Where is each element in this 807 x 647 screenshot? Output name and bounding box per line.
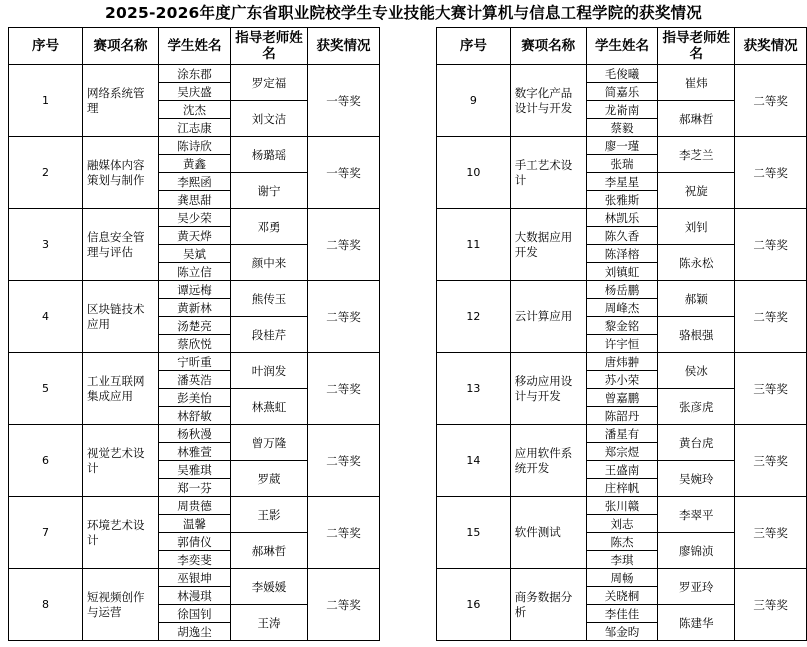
- row-number: 9: [437, 65, 511, 137]
- row-number: 14: [437, 425, 511, 497]
- award-result: 二等奖: [308, 425, 380, 497]
- student-name: 关晓桐: [586, 587, 658, 605]
- row-number: 3: [9, 209, 83, 281]
- student-name: 龚思甜: [159, 191, 231, 209]
- table-row: [9, 65, 380, 83]
- row-number: 6: [9, 425, 83, 497]
- teacher-name: 李媛媛: [231, 569, 308, 605]
- student-name: 徐国钊: [159, 605, 231, 623]
- student-name: 李佳佳: [586, 605, 658, 623]
- teacher-name: 林燕虹: [231, 389, 308, 425]
- header-no: 序号: [437, 28, 511, 65]
- student-name: 张川赣: [586, 497, 658, 515]
- student-name: 张瑞: [586, 155, 658, 173]
- table-row: [9, 209, 380, 227]
- table-row: [437, 281, 807, 299]
- project-name: 应用软件系统开发: [510, 425, 586, 497]
- student-name: 黄天烨: [159, 227, 231, 245]
- student-name: 巫银坤: [159, 569, 231, 587]
- project-name: 信息安全管理与评估: [83, 209, 159, 281]
- award-result: 一等奖: [308, 65, 380, 137]
- teacher-name: 谢宁: [231, 173, 308, 209]
- student-name: 周峰杰: [586, 299, 658, 317]
- teacher-name: 邓勇: [231, 209, 308, 245]
- award-result: 二等奖: [735, 281, 807, 353]
- award-result: 二等奖: [308, 281, 380, 353]
- student-name: 陈立信: [159, 263, 231, 281]
- student-name: 李星星: [586, 173, 658, 191]
- project-name: 网络系统管理: [83, 65, 159, 137]
- award-result: 二等奖: [735, 209, 807, 281]
- table-row: [437, 497, 807, 515]
- header-award: 获奖情况: [735, 28, 807, 65]
- student-name: 郑一芬: [159, 479, 231, 497]
- teacher-name: 祝旋: [658, 173, 735, 209]
- table-row: [9, 425, 380, 443]
- page-title: 2025-2026年度广东省职业院校学生专业技能大赛计算机与信息工程学院的获奖情况: [105, 4, 702, 22]
- student-name: 陈久香: [586, 227, 658, 245]
- student-name: 许宇恒: [586, 335, 658, 353]
- student-name: 郑宗煜: [586, 443, 658, 461]
- student-name: 李熙函: [159, 173, 231, 191]
- teacher-name: 颜中来: [231, 245, 308, 281]
- teacher-name: 熊传玉: [231, 281, 308, 317]
- student-name: 林漫琪: [159, 587, 231, 605]
- award-result: 三等奖: [735, 569, 807, 641]
- project-name: 手工艺术设计: [510, 137, 586, 209]
- teacher-name: 侯冰: [658, 353, 735, 389]
- student-name: 刘镇虹: [586, 263, 658, 281]
- teacher-name: 陈永松: [658, 245, 735, 281]
- header-teachers: 指导老师姓名: [231, 28, 308, 65]
- row-number: 10: [437, 137, 511, 209]
- student-name: 唐炜翀: [586, 353, 658, 371]
- table-row: [437, 569, 807, 587]
- header-project: 赛项名称: [83, 28, 159, 65]
- award-table-right: [436, 27, 807, 641]
- student-name: 周畅: [586, 569, 658, 587]
- student-name: 温馨: [159, 515, 231, 533]
- student-name: 黄鑫: [159, 155, 231, 173]
- header-row: [9, 28, 380, 65]
- student-name: 刘志: [586, 515, 658, 533]
- student-name: 蔡欣悦: [159, 335, 231, 353]
- student-name: 沈杰: [159, 101, 231, 119]
- award-result: 二等奖: [735, 65, 807, 137]
- student-name: 杨岳鹏: [586, 281, 658, 299]
- project-name: 融媒体内容策划与制作: [83, 137, 159, 209]
- header-row: [437, 28, 807, 65]
- header-students: 学生姓名: [586, 28, 658, 65]
- table-row: [9, 137, 380, 155]
- teacher-name: 黄台虎: [658, 425, 735, 461]
- teacher-name: 曾万隆: [231, 425, 308, 461]
- row-number: 15: [437, 497, 511, 569]
- student-name: 蔡毅: [586, 119, 658, 137]
- teacher-name: 叶润发: [231, 353, 308, 389]
- row-number: 5: [9, 353, 83, 425]
- student-name: 陈诗欣: [159, 137, 231, 155]
- table-row: [9, 497, 380, 515]
- teacher-name: 郝颖: [658, 281, 735, 317]
- header-teachers: 指导老师姓名: [658, 28, 735, 65]
- teacher-name: 郝琳哲: [658, 101, 735, 137]
- student-name: 陈杰: [586, 533, 658, 551]
- project-name: 移动应用设计与开发: [510, 353, 586, 425]
- award-result: 三等奖: [735, 425, 807, 497]
- student-name: 胡逸尘: [159, 623, 231, 641]
- student-name: 宁昕重: [159, 353, 231, 371]
- teacher-name: 王涛: [231, 605, 308, 641]
- table-row: [437, 425, 807, 443]
- student-name: 谭远梅: [159, 281, 231, 299]
- student-name: 曾嘉鹏: [586, 389, 658, 407]
- award-result: 三等奖: [735, 497, 807, 569]
- student-name: 廖一瑾: [586, 137, 658, 155]
- teacher-name: 罗葳: [231, 461, 308, 497]
- student-name: 陈泽榕: [586, 245, 658, 263]
- student-name: 林凯乐: [586, 209, 658, 227]
- project-name: 区块链技术应用: [83, 281, 159, 353]
- table-row: [437, 65, 807, 83]
- student-name: 吴庆盛: [159, 83, 231, 101]
- table-row: [437, 353, 807, 371]
- award-result: 二等奖: [735, 137, 807, 209]
- award-table-left: [8, 27, 380, 641]
- student-name: 涂东郡: [159, 65, 231, 83]
- teacher-name: 杨璐瑶: [231, 137, 308, 173]
- student-name: 杨秋漫: [159, 425, 231, 443]
- project-name: 商务数据分析: [510, 569, 586, 641]
- teacher-name: 刘文洁: [231, 101, 308, 137]
- table-row: [9, 353, 380, 371]
- header-students: 学生姓名: [159, 28, 231, 65]
- student-name: 苏小荣: [586, 371, 658, 389]
- student-name: 潘星有: [586, 425, 658, 443]
- student-name: 吴雅琪: [159, 461, 231, 479]
- table-row: [9, 281, 380, 299]
- student-name: 邹金昀: [586, 623, 658, 641]
- student-name: 周贵德: [159, 497, 231, 515]
- award-result: 三等奖: [735, 353, 807, 425]
- student-name: 李琪: [586, 551, 658, 569]
- teacher-name: 陈建华: [658, 605, 735, 641]
- student-name: 张雅斯: [586, 191, 658, 209]
- teacher-name: 骆根强: [658, 317, 735, 353]
- teacher-name: 郝琳哲: [231, 533, 308, 569]
- student-name: 林雅萱: [159, 443, 231, 461]
- teacher-name: 刘钊: [658, 209, 735, 245]
- table-row: [9, 569, 380, 587]
- student-name: 吴少荣: [159, 209, 231, 227]
- row-number: 4: [9, 281, 83, 353]
- student-name: 林舒敏: [159, 407, 231, 425]
- project-name: 短视频创作与运营: [83, 569, 159, 641]
- row-number: 13: [437, 353, 511, 425]
- row-number: 12: [437, 281, 511, 353]
- award-result: 一等奖: [308, 137, 380, 209]
- award-result: 二等奖: [308, 569, 380, 641]
- row-number: 1: [9, 65, 83, 137]
- student-name: 毛俊曦: [586, 65, 658, 83]
- row-number: 8: [9, 569, 83, 641]
- project-name: 工业互联网集成应用: [83, 353, 159, 425]
- teacher-name: 廖锦浈: [658, 533, 735, 569]
- student-name: 李奕斐: [159, 551, 231, 569]
- student-name: 郭倩仪: [159, 533, 231, 551]
- header-no: 序号: [9, 28, 83, 65]
- student-name: 简嘉乐: [586, 83, 658, 101]
- teacher-name: 吴婉玲: [658, 461, 735, 497]
- row-number: 7: [9, 497, 83, 569]
- award-result: 二等奖: [308, 497, 380, 569]
- project-name: 数字化产品设计与开发: [510, 65, 586, 137]
- teacher-name: 李芝兰: [658, 137, 735, 173]
- teacher-name: 罗亚玲: [658, 569, 735, 605]
- header-project: 赛项名称: [510, 28, 586, 65]
- student-name: 彭美怡: [159, 389, 231, 407]
- student-name: 龙嵛南: [586, 101, 658, 119]
- row-number: 16: [437, 569, 511, 641]
- award-result: 二等奖: [308, 209, 380, 281]
- student-name: 王盛南: [586, 461, 658, 479]
- header-award: 获奖情况: [308, 28, 380, 65]
- row-number: 2: [9, 137, 83, 209]
- row-number: 11: [437, 209, 511, 281]
- student-name: 潘英浩: [159, 371, 231, 389]
- project-name: 大数据应用开发: [510, 209, 586, 281]
- project-name: 视觉艺术设计: [83, 425, 159, 497]
- table-row: [437, 209, 807, 227]
- left-body: [9, 65, 380, 641]
- student-name: 江志康: [159, 119, 231, 137]
- student-name: 黎金铭: [586, 317, 658, 335]
- teacher-name: 罗定福: [231, 65, 308, 101]
- right-body: [437, 65, 807, 641]
- teacher-name: 王影: [231, 497, 308, 533]
- teacher-name: 段桂芹: [231, 317, 308, 353]
- student-name: 汤楚亮: [159, 317, 231, 335]
- teacher-name: 李翠平: [658, 497, 735, 533]
- teacher-name: 崔炜: [658, 65, 735, 101]
- teacher-name: 张彦虎: [658, 389, 735, 425]
- student-name: 黄新林: [159, 299, 231, 317]
- student-name: 吴斌: [159, 245, 231, 263]
- project-name: 环境艺术设计: [83, 497, 159, 569]
- student-name: 陈韶丹: [586, 407, 658, 425]
- award-result: 二等奖: [308, 353, 380, 425]
- project-name: 软件测试: [510, 497, 586, 569]
- project-name: 云计算应用: [510, 281, 586, 353]
- student-name: 庄梓帆: [586, 479, 658, 497]
- table-row: [437, 137, 807, 155]
